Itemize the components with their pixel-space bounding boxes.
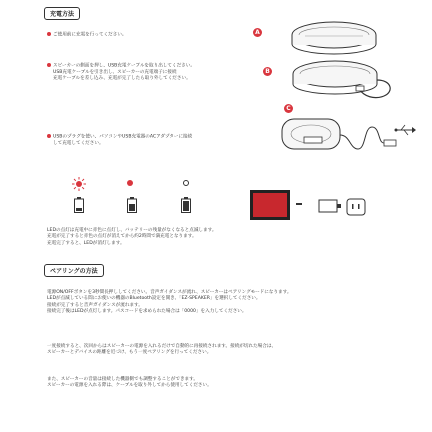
step-b-text: スピーカーの側面を押し、USB充電ケーブルを取り出してください。 USB充電ケーブルを引き出し、スピーカーの充電端子に接続 充電ケーブルを差し込み、充電が完了したら取り外してください。 [47,63,195,83]
led-blink-icon [72,176,86,190]
led-off-icon [183,180,189,186]
pairing-para-1: 電源ON/OFFボタンを3秒間長押ししてください。音声ガイダンスが流れ、スピーカーはペアリングモードになります。 LEDが点滅している間にお使いの機器のBluetooth設定を開き、「EZ-SPEAKER」を選択してください。 接続が完了すると音声ガイダンスが流れます。 接続完了後はLEDが点灯します。パスコードを求められた場合は「0000」を入力してください。 [47,290,292,315]
charging-section-title: 充電方法 [44,7,80,20]
bullet-icon [47,32,51,36]
battery-full-icon [181,197,191,213]
marker-c: C [284,104,293,113]
tablet-connector-icon [296,203,302,205]
bullet-icon [47,134,51,138]
speaker-illustration-a [250,20,395,55]
speaker-illustration-b [260,56,400,104]
marker-a: A [253,28,262,37]
bullet-icon [47,63,51,67]
usb-symbol-icon [394,123,416,137]
power-outlet-icon [346,198,366,216]
pairing-section-title: ペアリングの方法 [44,264,104,277]
led-caption: LEDの点灯は充電中に赤色に点灯し、バッテリーの残量がなくなると点滅します。 充電が完了すると赤色の点灯が消えてから約2時間で満充電となります。 充電完了すると、LEDが消灯します。 [47,228,217,246]
usb-cable-illustration [280,113,400,163]
pairing-para-2: 一度接続すると、次回からはスピーカーの電源を入れるだけで自動的に再接続されます。接続が切れた場合は、 スピーカーとデバイスの距離を近づけ、もう一度ペアリングを行ってください。 [47,344,277,356]
battery-low-icon [74,197,84,213]
tablet-icon [250,190,290,220]
step-c-text: USBのプラグを使い、パソコンやUSB充電器のACアダプターに接続 して充電してください。 [47,134,192,147]
charging-intro: ご使用前に充電を行ってください。 [47,32,127,39]
battery-mid-icon [127,197,137,213]
marker-b: B [263,67,272,76]
led-on-icon [127,180,133,186]
usb-adapter-icon [318,198,342,214]
pairing-para-3: また、スピーカーの音量は接続した機器側でも調整することができます。 スピーカーの電源を入れる際は、ケーブルを取り外してから使用してください。 [47,377,212,389]
